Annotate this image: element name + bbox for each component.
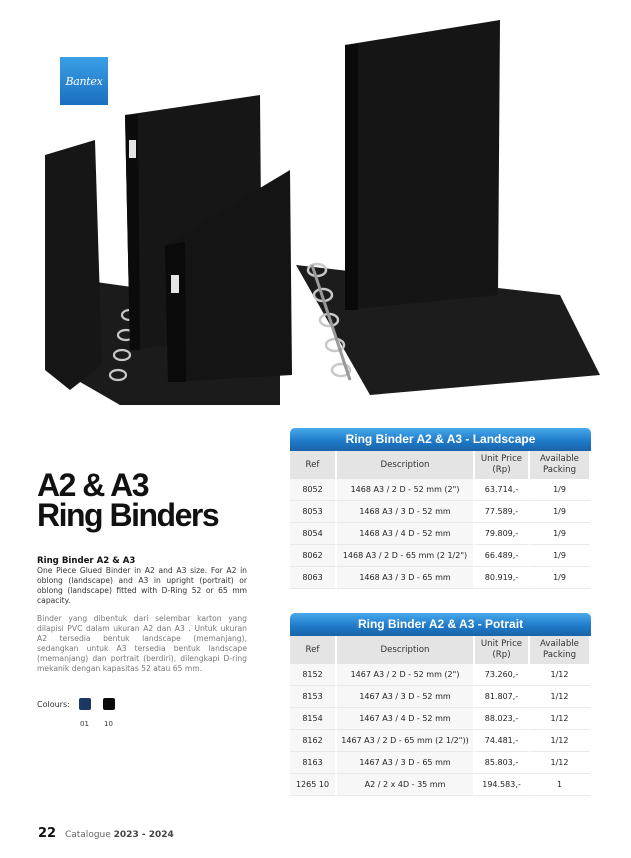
cell-unit-price: 80.919,- — [475, 567, 530, 589]
cell-packing: 1/9 — [530, 545, 591, 567]
table-row — [290, 545, 591, 567]
landscape-table-title: Ring Binder A2 & A3 - Landscape — [290, 428, 591, 451]
catalogue-label: Catalogue — [64, 830, 111, 840]
cell-description: 1468 A3 / 2 D - 65 mm (2 1/2") — [337, 545, 475, 567]
table-row — [290, 501, 591, 523]
cell-ref: 8163 — [290, 752, 337, 774]
table-row — [290, 730, 591, 752]
cell-description: 1467 A3 / 2 D - 65 mm (2 1/2")) — [337, 730, 475, 752]
cell-unit-price: 194.583,- — [475, 774, 530, 796]
cell-unit-price: 74.481,- — [475, 730, 530, 752]
cell-description: 1468 A3 / 3 D - 65 mm — [337, 567, 475, 589]
cell-description: 1468 A3 / 3 D - 52 mm — [337, 501, 475, 523]
portrait-table-section — [290, 613, 591, 796]
cell-unit-price: 79.809,- — [475, 523, 530, 545]
cell-ref: 8062 — [290, 545, 337, 567]
cell-description: 1467 A3 / 2 D - 52 mm (2") — [337, 664, 475, 686]
table-row — [290, 686, 591, 708]
colour-code-01: 01 — [80, 720, 89, 728]
cell-packing: 1/9 — [530, 523, 591, 545]
table-row — [290, 774, 591, 796]
cell-packing: 1/12 — [530, 730, 591, 752]
colours-label: Colours: — [37, 700, 70, 709]
cell-ref: 8162 — [290, 730, 337, 752]
cell-unit-price: 73.260,- — [475, 664, 530, 686]
table-header-row — [290, 636, 591, 664]
cell-description: A2 / 2 x 4D - 35 mm — [337, 774, 475, 796]
cell-description: 1468 A3 / 2 D - 52 mm (2") — [337, 479, 475, 501]
col-unit-price: Unit Price (Rp) — [475, 451, 530, 479]
table-header-row — [290, 451, 591, 479]
description-subtitle: Ring Binder A2 & A3 — [37, 556, 136, 566]
cell-description: 1467 A3 / 4 D - 52 mm — [337, 708, 475, 730]
page-title: A2 & A3 Ring Binders — [37, 467, 219, 533]
cell-unit-price: 85.803,- — [475, 752, 530, 774]
col-unit-price: Unit Price (Rp) — [475, 636, 530, 664]
cell-packing: 1/9 — [530, 501, 591, 523]
cell-unit-price: 81.807,- — [475, 686, 530, 708]
colour-swatch-navy — [79, 698, 91, 710]
portrait-table-title: Ring Binder A2 & A3 - Potrait — [290, 613, 591, 636]
cell-packing: 1/9 — [530, 567, 591, 589]
bantex-logo: Bantex — [60, 57, 108, 105]
cell-unit-price: 66.489,- — [475, 545, 530, 567]
cell-packing: 1/12 — [530, 664, 591, 686]
landscape-price-table — [290, 451, 591, 589]
cell-ref: 8052 — [290, 479, 337, 501]
catalogue-years: 2023 - 2024 — [113, 830, 174, 840]
table-row — [290, 708, 591, 730]
landscape-table-section — [290, 428, 591, 589]
cell-packing: 1/12 — [530, 708, 591, 730]
table-row — [290, 664, 591, 686]
col-description: Description — [337, 636, 475, 664]
cell-ref: 8053 — [290, 501, 337, 523]
table-row — [290, 523, 591, 545]
col-ref: Ref — [290, 451, 337, 479]
cell-packing: 1/12 — [530, 686, 591, 708]
description-english: One Piece Glued Binder in A2 and A3 size. For A2 in oblong (landscape) and A3 in upright (portrait) or oblong (landscape) fitted with D-Ring 52 or 65 mm capacity. — [37, 566, 247, 605]
cell-description: 1468 A3 / 4 D - 52 mm — [337, 523, 475, 545]
cell-description: 1467 A3 / 3 D - 52 mm — [337, 686, 475, 708]
table-row — [290, 567, 591, 589]
col-packing: Available Packing — [530, 636, 591, 664]
product-description — [37, 556, 247, 674]
description-indonesian: Binder yang dibentuk dari selembar karton yang dilapisi PVC dalam ukuran A2 dan A3 . Untuk ukuran A2 tersedia bentuk landscape (memanjang), sedangkan untuk A3 tersedia bentuk landscape (memanjang) dan portrait (berdiri), dilengkapi D-ring mekanik dengan kapasitas 52 atau 65 mm. — [37, 614, 247, 673]
page-number: 22 — [38, 826, 57, 841]
cell-packing: 1 — [530, 774, 591, 796]
cell-packing: 1/12 — [530, 752, 591, 774]
page-footer — [38, 826, 174, 841]
col-packing: Available Packing — [530, 451, 591, 479]
cell-packing: 1/9 — [530, 479, 591, 501]
cell-ref: 8154 — [290, 708, 337, 730]
cell-ref: 1265 10 — [290, 774, 337, 796]
table-row — [290, 752, 591, 774]
col-description: Description — [337, 451, 475, 479]
portrait-price-table — [290, 636, 591, 796]
cell-ref: 8063 — [290, 567, 337, 589]
cell-ref: 8152 — [290, 664, 337, 686]
table-row — [290, 479, 591, 501]
ring-binders-photo — [40, 20, 610, 420]
colour-swatch-black — [103, 698, 115, 710]
cell-ref: 8153 — [290, 686, 337, 708]
cell-ref: 8054 — [290, 523, 337, 545]
cell-unit-price: 63.714,- — [475, 479, 530, 501]
colour-code-10: 10 — [104, 720, 113, 728]
cell-unit-price: 88.023,- — [475, 708, 530, 730]
col-ref: Ref — [290, 636, 337, 664]
cell-description: 1467 A3 / 3 D - 65 mm — [337, 752, 475, 774]
cell-unit-price: 77.589,- — [475, 501, 530, 523]
